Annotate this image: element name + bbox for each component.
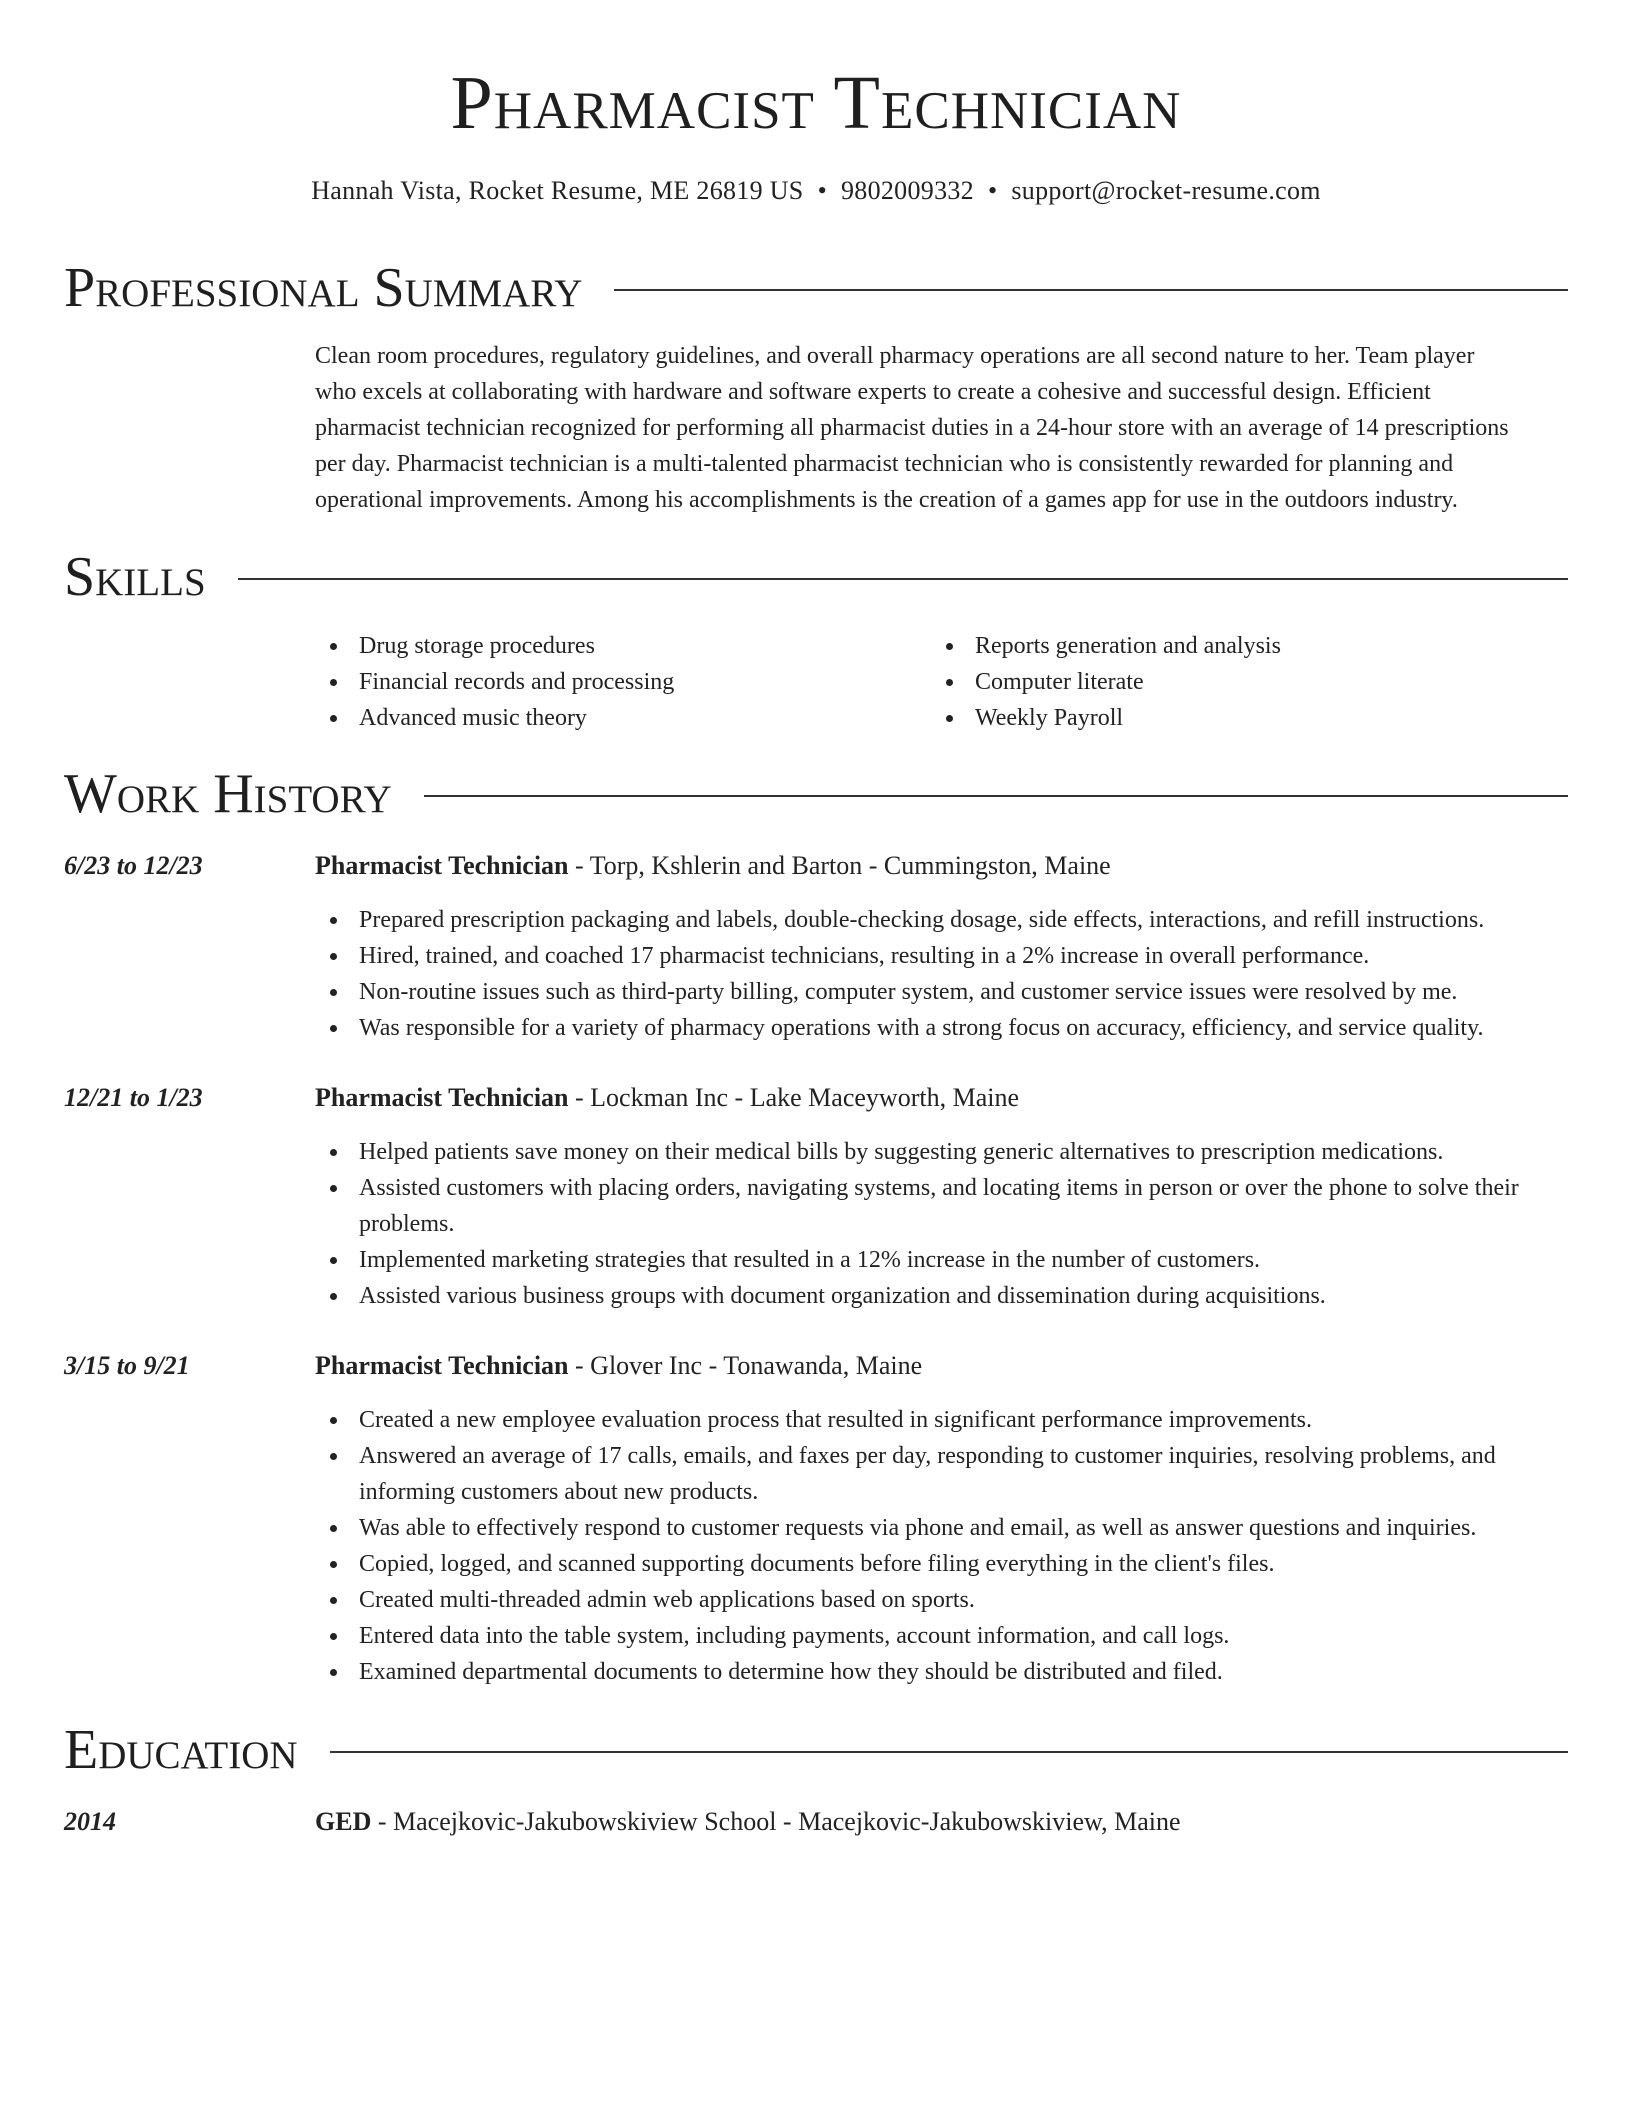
job-bullet: Hired, trained, and coached 17 pharmacist technicians, resulting in a 2% increase in overall performance.	[315, 938, 1568, 974]
job-bullet-list	[315, 902, 1568, 1046]
summary-line: pharmacist technician recognized for performing all pharmacist duties in a 24-hour store with an average of 14 prescriptions	[315, 415, 1509, 441]
job-bullet: Implemented marketing strategies that resulted in a 12% increase in the number of customers.	[315, 1242, 1568, 1278]
contact-address: Hannah Vista, Rocket Resume, ME 26819 US	[311, 176, 804, 205]
skill-item: Advanced music theory	[315, 700, 915, 736]
work-section-header	[64, 762, 1568, 826]
summary-line: operational improvements. Among his accomplishments is the creation of a games app for use in the outdoors industry.	[315, 487, 1458, 513]
education-section-title: Education	[64, 1719, 298, 1781]
job-title-line	[315, 1080, 1568, 1116]
job-bullet: Was responsible for a variety of pharmacy operations with a strong focus on accuracy, efficiency, and service quality.	[315, 1010, 1568, 1046]
skills-section-title: Skills	[64, 546, 206, 608]
job-employer: - Torp, Kshlerin and Barton - Cummingston, Maine	[568, 851, 1111, 880]
section-divider	[238, 578, 1568, 580]
job-bullet-list	[315, 1134, 1568, 1314]
job-bullet: Assisted customers with placing orders, navigating systems, and locating items in person or over the phone to solve their problems.	[315, 1170, 1568, 1242]
job-bullet: Was able to effectively respond to customer requests via phone and email, as well as answer questions and inquiries.	[315, 1510, 1568, 1546]
skill-item: Reports generation and analysis	[931, 628, 1531, 664]
job-position: Pharmacist Technician	[315, 1083, 569, 1112]
education-year: 2014	[64, 1807, 116, 1836]
education-line	[315, 1804, 1568, 1840]
skill-item: Weekly Payroll	[931, 700, 1531, 736]
job-dates: 12/21 to 1/23	[64, 1083, 203, 1112]
summary-line: Clean room procedures, regulatory guidelines, and overall pharmacy operations are all second nature to her. Team player	[315, 343, 1475, 369]
job-bullet: Created a new employee evaluation process that resulted in significant performance improvements.	[315, 1402, 1568, 1438]
resume-name-title: Pharmacist Technician	[450, 61, 1182, 145]
section-divider	[614, 289, 1568, 291]
contact-phone: 9802009332	[840, 176, 974, 205]
skill-item: Computer literate	[931, 664, 1531, 700]
job-bullet: Helped patients save money on their medical bills by suggesting generic alternatives to prescription medications.	[315, 1134, 1568, 1170]
education-section-header	[64, 1718, 1568, 1782]
summary-line: who excels at collaborating with hardware and software experts to create a cohesive and successful design. Efficient	[315, 379, 1431, 405]
summary-text	[315, 338, 1568, 518]
job-dates: 6/23 to 12/23	[64, 851, 203, 880]
job-bullet: Entered data into the table system, including payments, account information, and call logs.	[315, 1618, 1568, 1654]
job-title-line	[315, 848, 1568, 884]
summary-section-title: Professional Summary	[64, 257, 583, 319]
education-degree: GED	[315, 1807, 372, 1836]
skills-section-header	[64, 545, 1568, 609]
job-bullet: Examined departmental documents to determine how they should be distributed and filed.	[315, 1654, 1568, 1690]
contact-separator: •	[987, 176, 998, 205]
skills-list-right	[931, 628, 1531, 736]
summary-line: per day. Pharmacist technician is a multi-talented pharmacist technician who is consistently rewarded for planning and	[315, 451, 1454, 477]
skill-item: Drug storage procedures	[315, 628, 915, 664]
job-employer: - Glover Inc - Tonawanda, Maine	[568, 1351, 923, 1380]
contact-separator: •	[817, 176, 827, 205]
job-bullet: Copied, logged, and scanned supporting documents before filing everything in the client's files.	[315, 1546, 1568, 1582]
work-section-title: Work History	[64, 763, 392, 825]
contact-email: support@rocket-resume.com	[1011, 176, 1321, 205]
section-divider	[330, 1751, 1568, 1753]
summary-section-header	[64, 256, 1568, 320]
job-bullet: Non-routine issues such as third-party billing, computer system, and customer service issues were resolved by me.	[315, 974, 1568, 1010]
skills-list-left	[315, 628, 915, 736]
education-school: - Macejkovic-Jakubowskiview School - Macejkovic-Jakubowskiview, Maine	[371, 1807, 1181, 1836]
job-position: Pharmacist Technician	[315, 851, 569, 880]
job-bullet: Answered an average of 17 calls, emails, and faxes per day, responding to customer inquiries, resolving problems, and informing customers about new products.	[315, 1438, 1568, 1510]
job-employer: - Lockman Inc - Lake Maceyworth, Maine	[568, 1083, 1019, 1112]
contact-line	[0, 174, 1632, 208]
job-position: Pharmacist Technician	[315, 1351, 569, 1380]
job-bullet: Assisted various business groups with document organization and dissemination during acquisitions.	[315, 1278, 1568, 1314]
job-title-line	[315, 1348, 1568, 1384]
job-bullet-list	[315, 1402, 1568, 1690]
skill-item: Financial records and processing	[315, 664, 915, 700]
job-bullet: Prepared prescription packaging and labels, double-checking dosage, side effects, interactions, and refill instructions.	[315, 902, 1568, 938]
job-dates: 3/15 to 9/21	[64, 1351, 190, 1380]
job-bullet: Created multi-threaded admin web applications based on sports.	[315, 1582, 1568, 1618]
section-divider	[424, 795, 1568, 797]
